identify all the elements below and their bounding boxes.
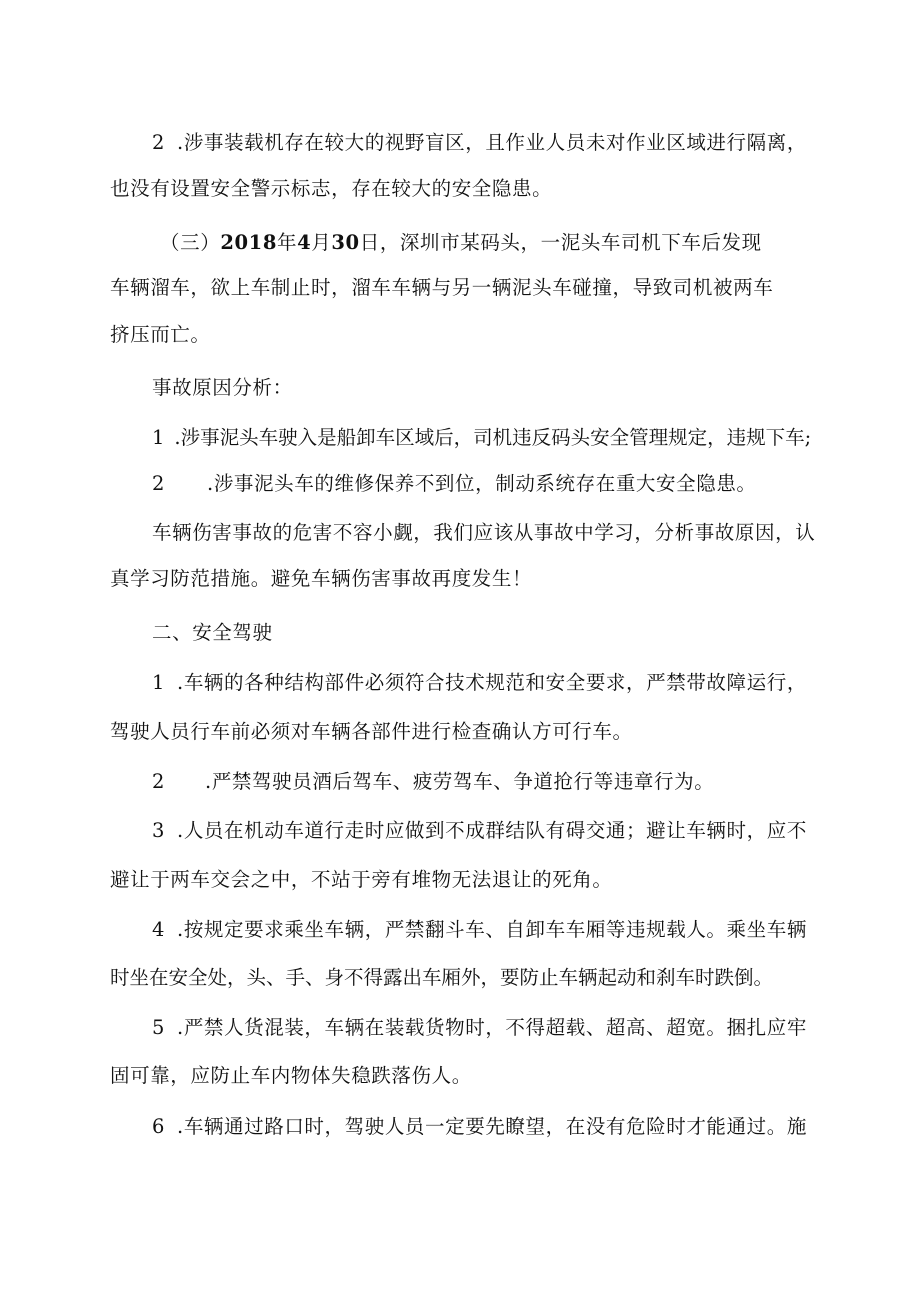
case-label: （三） xyxy=(160,231,221,254)
paragraph-line xyxy=(152,1016,807,1040)
list-number: 1 xyxy=(152,671,166,694)
paragraph-text: 日，深圳市某码头，一泥头车司机下车后发现 xyxy=(359,231,762,254)
paragraph-text: .车辆通过路口时，驾驶人员一定要先瞭望，在没有危险时才能通过。施 xyxy=(177,1115,807,1138)
paragraph-line xyxy=(152,671,807,695)
paragraph-line xyxy=(152,770,714,794)
paragraph-text: 挤压而亡。 xyxy=(110,323,211,346)
paragraph-text: .涉事泥头车的维修保养不到位，制动系统存在重大安全隐患。 xyxy=(207,472,757,495)
paragraph-text: 时坐在安全处，头、手、身不得露出车厢外，要防止车辆起动和刹车时跌倒。 xyxy=(110,966,774,989)
paragraph-line xyxy=(152,521,815,545)
paragraph-text: 避让于两车交会之中，不站于旁有堆物无法退让的死角。 xyxy=(110,868,613,891)
paragraph-text: .按规定要求乘坐车辆，严禁翻斗车、自卸车车厢等违规载人。乘坐车辆 xyxy=(177,918,807,941)
paragraph-text: 真学习防范措施。避免车辆伤害事故再度发生！ xyxy=(110,567,533,590)
list-number: 4 xyxy=(152,918,166,941)
date-day: 30 xyxy=(331,231,360,254)
section-label xyxy=(152,376,293,400)
paragraph-line xyxy=(160,231,762,255)
paragraph-text: .严禁驾驶员酒后驾车、疲劳驾车、争道抢行等违章行为。 xyxy=(205,770,715,793)
list-number: 2 xyxy=(152,472,166,495)
paragraph-line xyxy=(110,323,211,347)
paragraph-line xyxy=(110,966,773,990)
paragraph-text: 事故原因分析： xyxy=(152,376,293,399)
list-number: 1 xyxy=(152,426,165,449)
date-year: 2018 xyxy=(220,231,277,254)
date-month: 4 xyxy=(297,231,312,254)
heading-text: 二、安全驾驶 xyxy=(152,621,273,644)
paragraph-line xyxy=(152,918,807,942)
paragraph-text: .涉事泥头车驶入是船卸车区域后，司机违反码头安全管理规定，违规下车; xyxy=(174,426,812,449)
paragraph-line xyxy=(110,276,773,300)
paragraph-line xyxy=(110,868,613,892)
paragraph-text: 车辆溜车，欲上车制止时，溜车车辆与另一辆泥头车碰撞，导致司机被两车 xyxy=(110,276,774,299)
paragraph-text: 车辆伤害事故的危害不容小觑，我们应该从事故中学习，分析事故原因，认 xyxy=(152,521,816,544)
paragraph-line xyxy=(110,177,552,201)
paragraph-text: .人员在机动车道行走时应做到不成群结队有碍交通；避让车辆时，应不 xyxy=(177,819,807,842)
paragraph-line xyxy=(110,567,532,591)
paragraph-text: 驾驶人员行车前必须对车辆各部件进行检查确认方可行车。 xyxy=(110,720,633,743)
paragraph-line xyxy=(152,426,811,450)
date-month-unit: 月 xyxy=(311,231,332,254)
paragraph-text: 固可靠，应防止车内物体失稳跌落伤人。 xyxy=(110,1064,472,1087)
paragraph-line xyxy=(152,1115,807,1139)
paragraph-line xyxy=(152,819,807,843)
list-number: 2 xyxy=(152,770,166,793)
list-number: 6 xyxy=(152,1115,166,1138)
paragraph-line xyxy=(110,720,633,744)
section-heading xyxy=(152,621,273,645)
list-number: 3 xyxy=(152,819,166,842)
paragraph-text: .涉事装载机存在较大的视野盲区，且作业人员未对作业区域进行隔离， xyxy=(177,131,807,154)
paragraph-line xyxy=(110,1064,472,1088)
paragraph-text: .严禁人货混装，车辆在装载货物时，不得超载、超高、超宽。捆扎应牢 xyxy=(177,1016,807,1039)
paragraph-text: .车辆的各种结构部件必须符合技术规范和安全要求，严禁带故障运行， xyxy=(177,671,807,694)
paragraph-line xyxy=(152,472,757,496)
date-year-unit: 年 xyxy=(277,231,298,254)
list-number: 5 xyxy=(152,1016,166,1039)
paragraph-line xyxy=(152,131,807,155)
paragraph-text: 也没有设置安全警示标志，存在较大的安全隐患。 xyxy=(110,177,553,200)
list-number: 2 xyxy=(152,131,166,154)
